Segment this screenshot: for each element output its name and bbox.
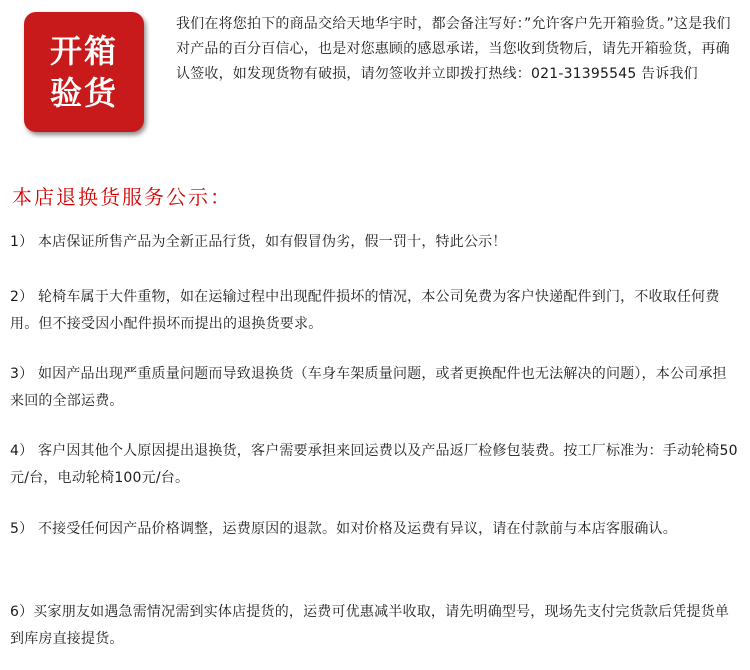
policy-item-5: 5） 不接受任何因产品价格调整，运费原因的退款。如对价格及运费有异议，请在付款前与本店客服确认。 xyxy=(10,521,677,537)
intro-paragraph: 我们在将您拍下的商品交给天地华宇时，都会备注写好：”允许客户先开箱验货。”这是我们对产品的百分百信心，也是对您惠顾的感恩承诺，当您收到货物后，请先开箱验货，再确认签收，如发现货物有破损，请勿签收并立即拨打热线：021-31395545 告诉我们 xyxy=(176,16,731,82)
policy-item-4: 4） 客户因其他个人原因提出退换货，客户需要承担来回运费以及产品返厂检修包装费。按工厂标准为：手动轮椅50元/台，电动轮椅100元/台。 xyxy=(10,443,738,486)
policy-item-1: 1） 本店保证所售产品为全新正品行货，如有假冒伪劣，假一罚十，特此公示！ xyxy=(10,234,507,250)
policy-item-3: 3） 如因产品出现严重质量问题而导致退换货（车身车架质量问题，或者更换配件也无法解决的问题），本公司承担来回的全部运费。 xyxy=(10,366,727,409)
badge-line-1: 开箱 xyxy=(49,32,118,70)
section-title: 本店退换货服务公示： xyxy=(12,185,232,209)
policy-item-6: 6）买家朋友如遇急需情况需到实体店提货的，运费可优惠减半收取，请先明确型号，现场先支付完货款后凭提货单到库房直接提货。 xyxy=(10,604,730,647)
policy-item-2: 2） 轮椅车属于大件重物，如在运输过程中出现配件损坏的情况，本公司免费为客户快递配件到门，不收取任何费用。但不接受因小配件损坏而提出的退换货要求。 xyxy=(10,289,720,332)
open-box-inspection-badge xyxy=(24,12,144,132)
badge-line-2: 验货 xyxy=(49,74,118,112)
